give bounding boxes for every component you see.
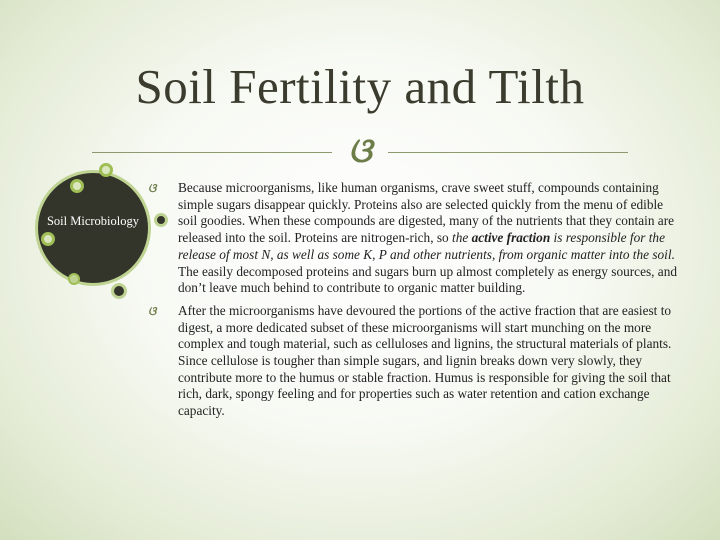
- ornament-icon: ଓ: [348, 131, 372, 171]
- bullet-icon: ଓ: [148, 303, 157, 318]
- bullet-icon: ଓ: [148, 181, 157, 195]
- topic-circle-label: Soil Microbiology: [46, 214, 140, 228]
- title-divider-right: [388, 152, 628, 153]
- paragraph-text-italic: the: [452, 230, 472, 246]
- slide-title: Soil Fertility and Tilth: [135, 59, 585, 114]
- paragraph-text: After the microorganisms have devoured the portions of the active fraction that are easiest to digest, a more dedicated subset of these microorganisms will start munching on the more complex and tough material, such as celluloses and lignins, the structural materials of plants. Since cellulose is tougher than simple sugars, and lignin breaks down very slowly, they contribute more to the humus or stable fraction. Humus is responsible for giving the soil that rich, dark, spongy feeling and for properties such as water retention and cation exchange capacity.: [178, 302, 672, 419]
- title-divider-left: [92, 152, 332, 153]
- decorative-dot-icon: [41, 232, 55, 246]
- bullet-paragraph-1: [148, 180, 680, 297]
- decorative-dot-icon: [99, 163, 113, 177]
- decorative-dot-icon: [70, 179, 84, 193]
- key-term: active fraction: [471, 230, 551, 246]
- paragraph-text: The easily decomposed proteins and sugars burn up almost completely as energy sources, and don’t leave much behind to contribute to organic matter building.: [178, 263, 677, 296]
- decorative-dot-icon: [68, 273, 80, 285]
- topic-circle: [35, 170, 151, 286]
- bullet-paragraph-2: [148, 303, 680, 420]
- body-text: [148, 180, 680, 426]
- decorative-dot-icon: [111, 283, 127, 299]
- paragraph-text: Because microorganisms, like human organisms, crave sweet stuff, compounds containing simple sugars disappear quickly. Proteins also are selected quickly from the menu of edible soil goodies. When these compounds are digested, many of the nutrients that they contain are released into the soil. Proteins are nitrogen-rich, so: [178, 180, 675, 246]
- paragraph-text-italic: is responsible for the release of most N, as well as some K, P and other nutrients, from organic matter into the soil.: [178, 230, 675, 262]
